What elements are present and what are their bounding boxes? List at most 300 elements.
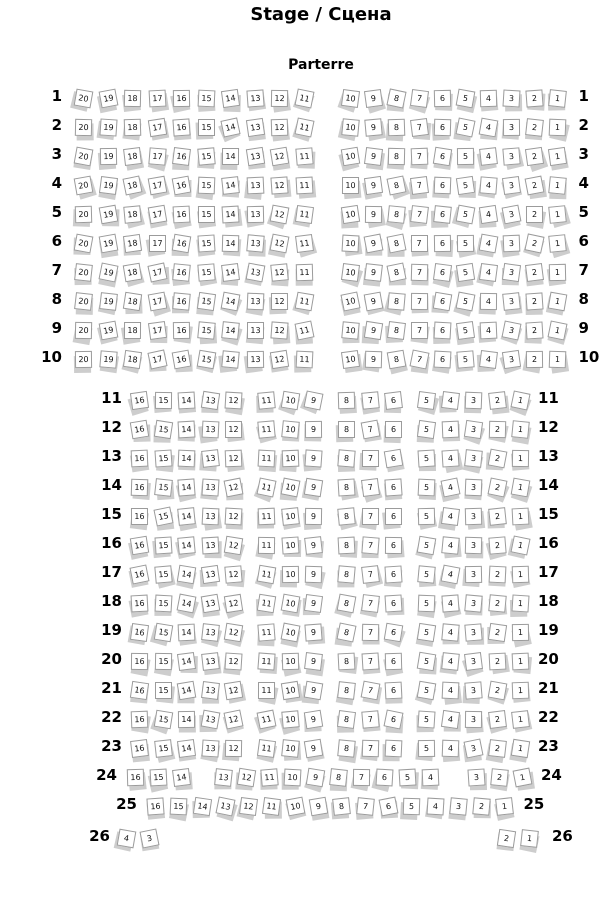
seat[interactable] <box>478 118 498 138</box>
seat[interactable] <box>501 205 521 225</box>
seat[interactable] <box>467 768 485 786</box>
seat[interactable] <box>271 119 289 137</box>
seat[interactable] <box>440 565 460 585</box>
seat[interactable] <box>497 829 516 848</box>
seat[interactable] <box>197 119 214 136</box>
seat[interactable] <box>177 536 196 555</box>
seat[interactable] <box>422 769 440 787</box>
seat[interactable] <box>270 176 288 194</box>
seat[interactable] <box>201 537 219 555</box>
seat[interactable] <box>177 565 196 584</box>
seat[interactable] <box>496 797 515 816</box>
seat[interactable] <box>237 768 256 787</box>
seat[interactable] <box>148 147 166 165</box>
seat[interactable] <box>257 391 276 410</box>
seat[interactable] <box>385 421 402 438</box>
seat[interactable] <box>131 479 149 497</box>
seat[interactable] <box>363 147 382 166</box>
seat[interactable] <box>329 768 348 787</box>
seat[interactable] <box>281 739 300 758</box>
seat[interactable] <box>304 681 324 701</box>
seat[interactable] <box>338 392 356 410</box>
seat[interactable] <box>280 681 299 700</box>
seat[interactable] <box>270 234 290 254</box>
seat[interactable] <box>221 292 241 312</box>
seat[interactable] <box>192 797 211 816</box>
seat[interactable] <box>417 391 436 410</box>
seat[interactable] <box>271 90 288 107</box>
seat[interactable] <box>488 536 506 554</box>
seat[interactable] <box>387 119 405 137</box>
seat[interactable] <box>304 594 323 613</box>
seat[interactable] <box>246 177 264 195</box>
seat[interactable] <box>239 797 258 816</box>
seat[interactable] <box>363 234 383 254</box>
seat[interactable] <box>172 350 192 370</box>
seat[interactable] <box>455 117 475 137</box>
seat[interactable] <box>511 710 530 729</box>
seat[interactable] <box>333 797 352 816</box>
seat[interactable] <box>131 653 148 670</box>
seat[interactable] <box>337 681 356 700</box>
seat[interactable] <box>147 205 167 225</box>
seat[interactable] <box>98 262 118 282</box>
seat[interactable] <box>418 740 435 757</box>
seat[interactable] <box>178 421 196 439</box>
seat[interactable] <box>512 624 529 641</box>
seat[interactable] <box>440 477 460 497</box>
seat[interactable] <box>525 351 542 368</box>
seat[interactable] <box>224 594 243 613</box>
seat[interactable] <box>440 507 459 526</box>
seat[interactable] <box>548 351 566 369</box>
seat[interactable] <box>281 653 298 670</box>
seat[interactable] <box>525 292 543 310</box>
seat[interactable] <box>337 449 355 467</box>
seat[interactable] <box>225 450 243 468</box>
seat[interactable] <box>417 449 435 467</box>
seat[interactable] <box>222 206 240 224</box>
seat[interactable] <box>360 420 380 440</box>
seat[interactable] <box>172 234 192 254</box>
seat[interactable] <box>502 89 520 107</box>
seat[interactable] <box>341 177 358 194</box>
seat[interactable] <box>295 147 313 165</box>
seat[interactable] <box>257 565 277 585</box>
seat[interactable] <box>281 566 298 583</box>
seat[interactable] <box>130 420 150 440</box>
seat[interactable] <box>548 89 567 108</box>
seat[interactable] <box>488 566 506 584</box>
seat[interactable] <box>99 292 118 311</box>
seat[interactable] <box>409 89 428 108</box>
seat[interactable] <box>154 595 172 613</box>
seat[interactable] <box>131 711 149 729</box>
seat[interactable] <box>262 797 281 816</box>
seat[interactable] <box>258 537 275 554</box>
seat[interactable] <box>122 175 142 195</box>
seat[interactable] <box>131 508 148 525</box>
seat[interactable] <box>197 147 215 165</box>
seat[interactable] <box>154 653 171 670</box>
seat[interactable] <box>178 711 195 728</box>
seat[interactable] <box>123 234 142 253</box>
seat[interactable] <box>258 682 275 699</box>
seat[interactable] <box>490 768 509 787</box>
seat[interactable] <box>384 449 404 469</box>
seat[interactable] <box>548 264 565 281</box>
seat[interactable] <box>501 263 520 282</box>
seat[interactable] <box>449 797 467 815</box>
seat[interactable] <box>270 205 290 225</box>
seat[interactable] <box>547 292 567 312</box>
seat[interactable] <box>455 321 474 340</box>
seat[interactable] <box>172 176 192 196</box>
seat[interactable] <box>525 89 543 107</box>
seat[interactable] <box>123 205 141 223</box>
seat[interactable] <box>281 450 299 468</box>
seat[interactable] <box>399 769 417 787</box>
seat[interactable] <box>215 796 235 816</box>
seat[interactable] <box>245 263 265 283</box>
seat[interactable] <box>281 536 299 554</box>
seat[interactable] <box>337 594 357 614</box>
seat[interactable] <box>98 321 118 341</box>
seat[interactable] <box>340 291 360 311</box>
seat[interactable] <box>465 392 483 410</box>
seat[interactable] <box>502 119 519 136</box>
seat[interactable] <box>386 88 406 108</box>
seat[interactable] <box>154 565 172 583</box>
seat[interactable] <box>281 420 300 439</box>
seat[interactable] <box>224 681 243 700</box>
seat[interactable] <box>361 710 379 728</box>
seat[interactable] <box>479 322 497 340</box>
seat[interactable] <box>75 206 92 223</box>
seat[interactable] <box>418 595 436 613</box>
seat[interactable] <box>123 263 143 283</box>
seat[interactable] <box>295 351 313 369</box>
seat[interactable] <box>177 681 197 701</box>
seat[interactable] <box>130 681 149 700</box>
seat[interactable] <box>99 148 116 165</box>
seat[interactable] <box>384 565 402 583</box>
seat[interactable] <box>361 624 378 641</box>
seat[interactable] <box>433 177 451 195</box>
seat[interactable] <box>201 623 220 642</box>
seat[interactable] <box>512 450 529 467</box>
seat[interactable] <box>214 768 233 787</box>
seat[interactable] <box>479 176 497 194</box>
seat[interactable] <box>178 392 196 410</box>
seat[interactable] <box>196 350 216 370</box>
seat[interactable] <box>281 710 299 728</box>
seat[interactable] <box>488 391 507 410</box>
seat[interactable] <box>197 321 216 340</box>
seat[interactable] <box>225 508 243 526</box>
seat[interactable] <box>197 206 214 223</box>
seat[interactable] <box>257 420 275 438</box>
seat[interactable] <box>502 292 521 311</box>
seat[interactable] <box>260 768 278 786</box>
seat[interactable] <box>411 235 428 252</box>
seat[interactable] <box>74 147 94 167</box>
seat[interactable] <box>441 623 459 641</box>
seat[interactable] <box>464 420 483 439</box>
seat[interactable] <box>341 118 360 137</box>
seat[interactable] <box>409 176 428 195</box>
seat[interactable] <box>75 322 92 339</box>
seat[interactable] <box>178 450 196 468</box>
seat[interactable] <box>440 710 459 729</box>
seat[interactable] <box>361 508 378 525</box>
seat[interactable] <box>456 235 473 252</box>
seat[interactable] <box>280 594 300 614</box>
seat[interactable] <box>172 263 191 282</box>
seat[interactable] <box>304 710 323 729</box>
seat[interactable] <box>353 769 370 786</box>
seat[interactable] <box>441 594 459 612</box>
seat[interactable] <box>257 710 277 730</box>
seat[interactable] <box>177 594 197 614</box>
seat[interactable] <box>547 147 566 166</box>
seat[interactable] <box>387 292 405 310</box>
seat[interactable] <box>478 205 497 224</box>
seat[interactable] <box>147 118 166 137</box>
seat[interactable] <box>304 652 323 671</box>
seat[interactable] <box>127 769 144 786</box>
seat[interactable] <box>200 565 219 584</box>
seat[interactable] <box>524 147 543 166</box>
seat[interactable] <box>488 653 506 671</box>
seat[interactable] <box>154 392 171 409</box>
seat[interactable] <box>441 391 460 410</box>
seat[interactable] <box>410 205 429 224</box>
seat[interactable] <box>148 235 165 252</box>
seat[interactable] <box>201 421 219 439</box>
seat[interactable] <box>224 623 243 642</box>
seat[interactable] <box>177 652 196 671</box>
seat[interactable] <box>153 710 172 729</box>
seat[interactable] <box>221 350 239 368</box>
seat[interactable] <box>131 595 149 613</box>
seat[interactable] <box>360 681 380 701</box>
seat[interactable] <box>257 739 276 758</box>
seat[interactable] <box>98 234 118 254</box>
seat[interactable] <box>220 117 240 137</box>
seat[interactable] <box>364 263 383 282</box>
seat[interactable] <box>361 740 379 758</box>
seat[interactable] <box>487 681 507 701</box>
seat[interactable] <box>173 206 191 224</box>
seat[interactable] <box>511 739 530 758</box>
seat[interactable] <box>223 709 243 729</box>
seat[interactable] <box>433 351 451 369</box>
seat[interactable] <box>75 119 92 136</box>
seat[interactable] <box>304 449 322 467</box>
seat[interactable] <box>524 263 543 282</box>
seat[interactable] <box>99 118 117 136</box>
seat[interactable] <box>258 508 276 526</box>
seat[interactable] <box>441 449 459 467</box>
seat[interactable] <box>224 565 242 583</box>
seat[interactable] <box>433 90 450 107</box>
seat[interactable] <box>284 769 302 787</box>
seat[interactable] <box>512 653 530 671</box>
seat[interactable] <box>147 176 167 196</box>
seat[interactable] <box>433 322 451 340</box>
seat[interactable] <box>384 391 403 410</box>
seat[interactable] <box>464 652 483 671</box>
seat[interactable] <box>361 652 379 670</box>
seat[interactable] <box>294 205 313 224</box>
seat[interactable] <box>502 235 520 253</box>
seat[interactable] <box>387 321 406 340</box>
seat[interactable] <box>200 710 220 730</box>
seat[interactable] <box>548 205 567 224</box>
seat[interactable] <box>465 711 482 728</box>
seat[interactable] <box>74 176 94 196</box>
seat[interactable] <box>309 797 329 817</box>
seat[interactable] <box>130 739 149 758</box>
seat[interactable] <box>386 350 406 370</box>
seat[interactable] <box>74 263 93 282</box>
seat[interactable] <box>510 390 530 410</box>
seat[interactable] <box>510 535 530 555</box>
seat[interactable] <box>246 234 264 252</box>
seat[interactable] <box>417 565 436 584</box>
seat[interactable] <box>295 177 313 195</box>
seat[interactable] <box>224 652 242 670</box>
seat[interactable] <box>270 263 289 282</box>
seat[interactable] <box>361 536 379 554</box>
seat[interactable] <box>409 349 429 369</box>
seat[interactable] <box>472 797 490 815</box>
seat[interactable] <box>154 739 173 758</box>
seat[interactable] <box>464 623 482 641</box>
seat[interactable] <box>386 234 406 254</box>
seat[interactable] <box>197 263 215 281</box>
seat[interactable] <box>221 176 240 195</box>
seat[interactable] <box>465 566 482 583</box>
seat[interactable] <box>418 508 435 525</box>
seat[interactable] <box>224 478 244 498</box>
seat[interactable] <box>548 119 566 137</box>
seat[interactable] <box>124 90 141 107</box>
seat[interactable] <box>340 263 359 282</box>
seat[interactable] <box>338 653 356 671</box>
seat[interactable] <box>488 710 507 729</box>
seat[interactable] <box>417 420 436 439</box>
seat[interactable] <box>410 148 428 166</box>
seat[interactable] <box>426 798 444 816</box>
seat[interactable] <box>417 710 435 728</box>
seat[interactable] <box>361 565 380 584</box>
seat[interactable] <box>148 90 166 108</box>
seat[interactable] <box>441 421 459 439</box>
seat[interactable] <box>256 477 276 497</box>
seat[interactable] <box>479 350 498 369</box>
seat[interactable] <box>502 147 520 165</box>
seat[interactable] <box>201 652 220 671</box>
seat[interactable] <box>196 292 215 311</box>
seat[interactable] <box>385 537 402 554</box>
seat[interactable] <box>200 594 220 614</box>
seat[interactable] <box>225 421 242 438</box>
seat[interactable] <box>281 507 300 526</box>
seat[interactable] <box>177 507 196 526</box>
seat[interactable] <box>363 176 382 195</box>
seat[interactable] <box>387 148 404 165</box>
seat[interactable] <box>455 176 474 195</box>
seat[interactable] <box>270 321 288 339</box>
seat[interactable] <box>154 449 172 467</box>
seat[interactable] <box>547 320 567 340</box>
seat[interactable] <box>337 478 355 496</box>
seat[interactable] <box>172 147 191 166</box>
seat[interactable] <box>364 206 381 223</box>
seat[interactable] <box>303 390 323 410</box>
seat[interactable] <box>271 293 288 310</box>
seat[interactable] <box>222 235 239 252</box>
seat[interactable] <box>487 449 507 469</box>
seat[interactable] <box>338 537 356 555</box>
seat[interactable] <box>173 90 190 107</box>
seat[interactable] <box>384 478 402 496</box>
seat[interactable] <box>123 292 142 311</box>
seat[interactable] <box>257 623 275 641</box>
seat[interactable] <box>154 478 173 497</box>
seat[interactable] <box>124 322 141 339</box>
seat[interactable] <box>74 292 93 311</box>
seat[interactable] <box>520 829 539 848</box>
seat[interactable] <box>130 623 149 642</box>
seat[interactable] <box>99 350 117 368</box>
seat[interactable] <box>386 175 406 195</box>
seat[interactable] <box>478 263 497 282</box>
seat[interactable] <box>154 536 172 554</box>
seat[interactable] <box>201 508 219 526</box>
seat[interactable] <box>294 292 314 312</box>
seat[interactable] <box>197 234 215 252</box>
seat[interactable] <box>432 292 452 312</box>
seat[interactable] <box>363 321 382 340</box>
seat[interactable] <box>456 148 473 165</box>
seat[interactable] <box>360 478 379 497</box>
seat[interactable] <box>75 351 92 368</box>
seat[interactable] <box>511 420 530 439</box>
seat[interactable] <box>74 89 94 109</box>
seat[interactable] <box>123 147 142 166</box>
seat[interactable] <box>525 206 542 223</box>
seat[interactable] <box>257 594 276 613</box>
seat[interactable] <box>197 90 215 108</box>
seat[interactable] <box>356 797 375 816</box>
seat[interactable] <box>376 769 394 787</box>
seat[interactable] <box>511 594 529 612</box>
seat[interactable] <box>201 478 219 496</box>
seat[interactable] <box>455 89 475 109</box>
seat[interactable] <box>488 594 506 612</box>
seat[interactable] <box>294 88 314 108</box>
seat[interactable] <box>147 349 167 369</box>
seat[interactable] <box>410 264 427 281</box>
seat[interactable] <box>524 233 544 253</box>
seat[interactable] <box>417 623 436 642</box>
seat[interactable] <box>487 623 506 642</box>
seat[interactable] <box>172 292 190 310</box>
seat[interactable] <box>548 234 567 253</box>
